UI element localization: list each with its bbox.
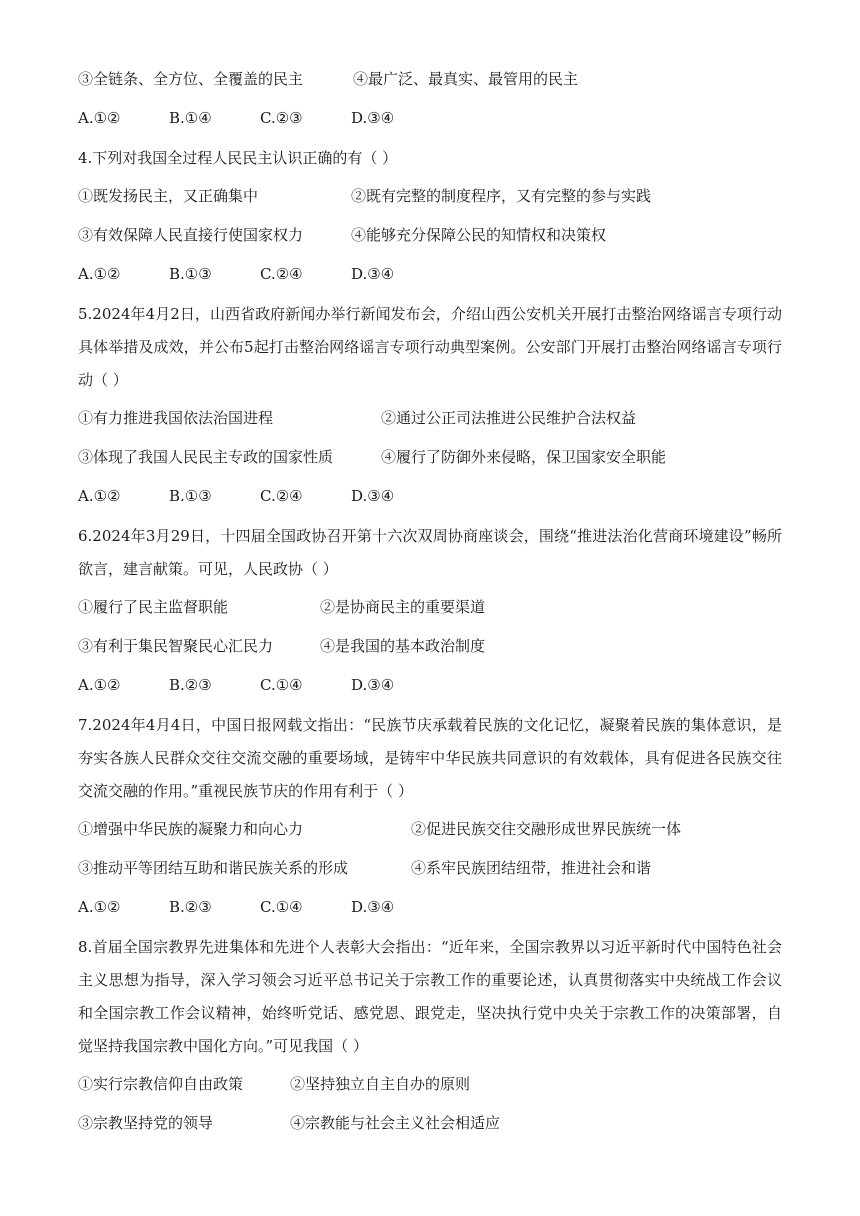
- q5-options-row-2: [78, 442, 782, 481]
- q7-choice-b[interactable]: B.②③: [169, 898, 212, 916]
- q4-option-1: ①既发扬民主，又正确集中: [78, 187, 259, 205]
- q5-stem-text: 5.2024年4月2日，山西省政府新闻办举行新闻发布会，介绍山西公安机关开展打击整治网络谣言专项行动具体举措及成效，并公布5起打击整治网络谣言专项行动典型案例。公安部门开展打击整治网络谣言专项行动（ ）: [78, 305, 782, 389]
- q4-choices: [78, 259, 782, 298]
- q4-choice-c[interactable]: C.②④: [260, 265, 303, 283]
- q6-option-1: ①履行了民主监督职能: [78, 598, 229, 616]
- q5-options-row-1: [78, 403, 782, 442]
- q8-options-row-2: [78, 1108, 782, 1147]
- q5-choice-b[interactable]: B.①③: [169, 487, 212, 505]
- q7-option-1: ①增强中华民族的凝聚力和向心力: [78, 820, 304, 838]
- q5-option-2: ②通过公正司法推进公民维护合法权益: [381, 409, 637, 427]
- q3-choice-c[interactable]: C.②③: [260, 109, 303, 127]
- q7-choice-a[interactable]: A.①②: [78, 898, 121, 916]
- q3-choice-d[interactable]: D.③④: [351, 109, 395, 127]
- q3-option-4: ④最广泛、最真实、最管用的民主: [353, 70, 579, 88]
- q6-choice-c[interactable]: C.①④: [260, 676, 303, 694]
- q7-options-row-2: [78, 853, 782, 892]
- q5-option-1: ①有力推进我国依法治国进程: [78, 409, 274, 427]
- q6-choice-b[interactable]: B.②③: [169, 676, 212, 694]
- q6-option-3: ③有利于集民智聚民心汇民力: [78, 637, 274, 655]
- q8-option-3: ③宗教坚持党的领导: [78, 1114, 214, 1132]
- q8-option-4: ④宗教能与社会主义社会相适应: [290, 1114, 501, 1132]
- q6-options-row-1: [78, 592, 782, 631]
- q3-options-row-1: [78, 64, 782, 103]
- q5-choice-d[interactable]: D.③④: [351, 487, 395, 505]
- q3-choice-a[interactable]: A.①②: [78, 109, 121, 127]
- q6-stem-text: 6.2024年3月29日，十四届全国政协召开第十六次双周协商座谈会，围绕“推进法治化营商环境建设”畅所欲言，建言献策。可见，人民政协（ ）: [78, 527, 782, 578]
- q6-choice-a[interactable]: A.①②: [78, 676, 121, 694]
- q4-stem-text: 4.下列对我国全过程人民民主认识正确的有（ ）: [78, 149, 398, 167]
- q7-options-row-1: [78, 814, 782, 853]
- q6-option-2: ②是协商民主的重要渠道: [320, 598, 486, 616]
- q7-option-2: ②促进民族交往交融形成世界民族统一体: [411, 820, 682, 838]
- q6-options-row-2: [78, 631, 782, 670]
- q5-choice-c[interactable]: C.②④: [260, 487, 303, 505]
- q7-option-3: ③推动平等团结互助和谐民族关系的形成: [78, 859, 349, 877]
- q4-options-row-2: [78, 220, 782, 259]
- q7-stem: [78, 709, 782, 808]
- q6-choices: [78, 670, 782, 709]
- q4-stem: [78, 142, 782, 175]
- q6-option-4: ④是我国的基本政治制度: [320, 637, 486, 655]
- q5-choice-a[interactable]: A.①②: [78, 487, 121, 505]
- q3-choices: [78, 103, 782, 142]
- q4-choice-d[interactable]: D.③④: [351, 265, 395, 283]
- q6-stem: [78, 520, 782, 586]
- q4-option-3: ③有效保障人民直接行使国家权力: [78, 226, 304, 244]
- q7-choice-d[interactable]: D.③④: [351, 898, 395, 916]
- q4-option-4: ④能够充分保障公民的知情权和决策权: [351, 226, 607, 244]
- q3-choice-b[interactable]: B.①④: [169, 109, 212, 127]
- q4-options-row-1: [78, 181, 782, 220]
- q7-choices: [78, 892, 782, 931]
- q7-option-4: ④系牢民族团结纽带，推进社会和谐: [411, 859, 652, 877]
- q4-option-2: ②既有完整的制度程序，又有完整的参与实践: [351, 187, 652, 205]
- q4-choice-b[interactable]: B.①③: [169, 265, 212, 283]
- q3-option-3: ③全链条、全方位、全覆盖的民主: [78, 70, 304, 88]
- exam-page: [78, 64, 782, 1147]
- q7-choice-c[interactable]: C.①④: [260, 898, 303, 916]
- q5-option-4: ④履行了防御外来侵略，保卫国家安全职能: [381, 448, 667, 466]
- q6-choice-d[interactable]: D.③④: [351, 676, 395, 694]
- q7-stem-text: 7.2024年4月4日，中国日报网载文指出：“民族节庆承载着民族的文化记忆，凝聚着民族的集体意识，是夯实各族人民群众交往交流交融的重要场域，是铸牢中华民族共同意识的有效载体，具有促进各民族交往交流交融的作用。”重视民族节庆的作用有利于（ ）: [78, 716, 782, 800]
- q8-options-row-1: [78, 1069, 782, 1108]
- q4-choice-a[interactable]: A.①②: [78, 265, 121, 283]
- q5-stem: [78, 298, 782, 397]
- q8-stem-text: 8.首届全国宗教界先进集体和先进个人表彰大会指出：“近年来，全国宗教界以习近平新时代中国特色社会主义思想为指导，深入学习领会习近平总书记关于宗教工作的重要论述，认真贯彻落实中央统战工作会议和全国宗教工作会议精神，始终听党话、感党恩、跟党走，坚决执行党中央关于宗教工作的决策部署，自觉坚持我国宗教中国化方向。”可见我国（ ）: [78, 938, 782, 1055]
- q8-option-2: ②坚持独立自主自办的原则: [290, 1075, 471, 1093]
- q5-choices: [78, 481, 782, 520]
- q8-stem: [78, 931, 782, 1063]
- q8-option-1: ①实行宗教信仰自由政策: [78, 1075, 244, 1093]
- q5-option-3: ③体现了我国人民民主专政的国家性质: [78, 448, 334, 466]
